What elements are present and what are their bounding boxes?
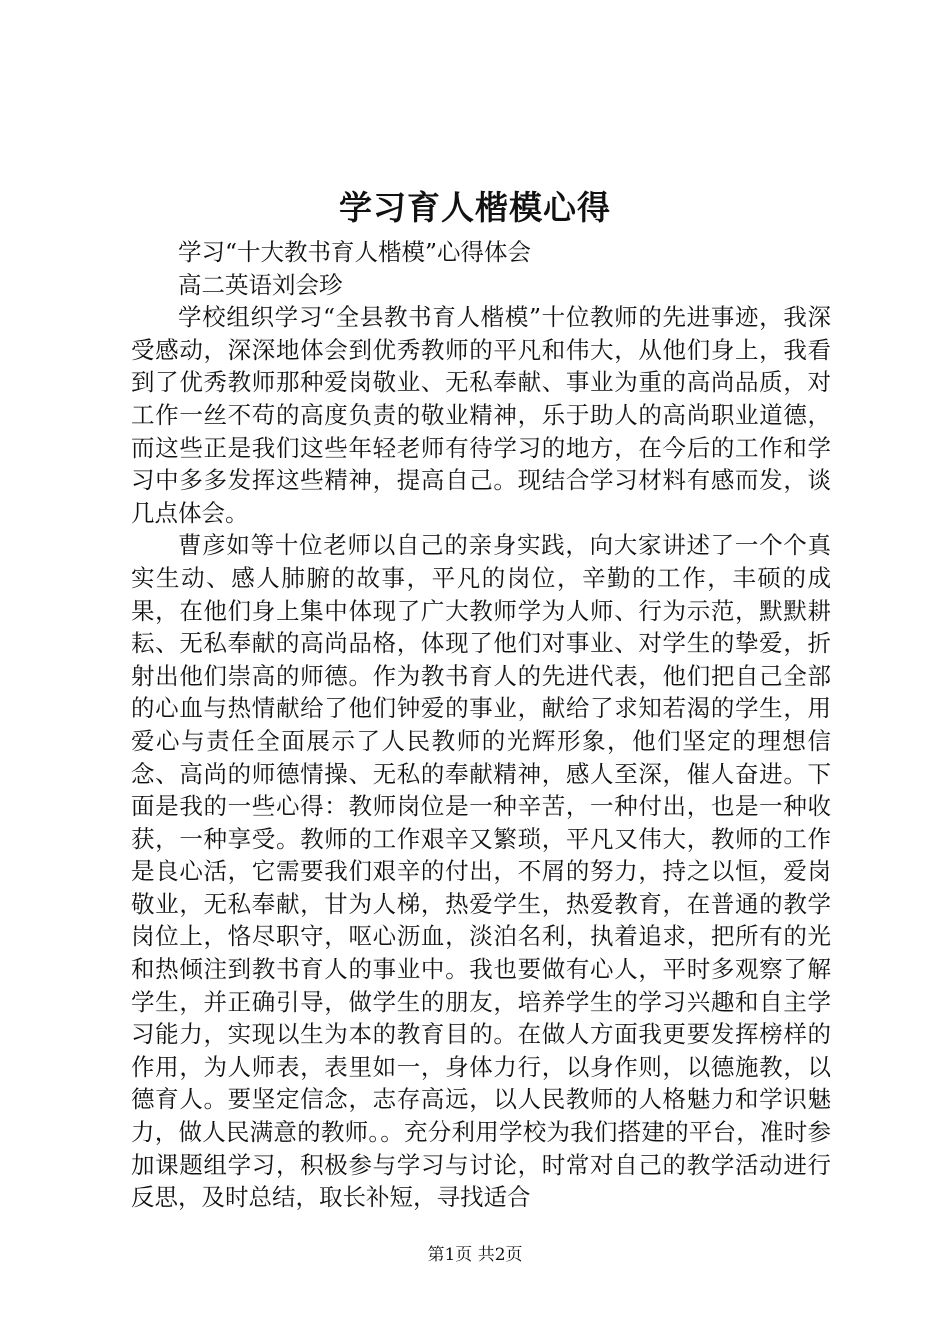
paragraph-1: 学校组织学习“全县教书育人楷模”十位教师的先进事迹，我深受感动，深深地体会到优秀教师的平凡和伟大，从他们身上，我看到了优秀教师那种爱岗敬业、无私奉献、事业为重的高尚品质，对工作一丝不苟的高度负责的敬业精神，乐于助人的高尚职业道德，而这些正是我们这些年轻老师有待学习的地方，在今后的工作和学习中多多发挥这些精神，提高自己。现结合学习材料有感而发，谈几点体会。 xyxy=(131,303,831,527)
author-line: 高二英语刘会珍 xyxy=(178,270,343,299)
document-body xyxy=(131,236,831,1214)
subtitle-line: 学习“十大教书育人楷模”心得体会 xyxy=(178,238,532,266)
page-footer: 第1页 共2页 xyxy=(427,1245,523,1265)
document-title: 学习育人楷模心得 xyxy=(339,188,611,227)
paragraph-2: 曹彦如等十位老师以自己的亲身实践，向大家讲述了一个个真实生动、感人肺腑的故事，平凡的岗位，辛勤的工作，丰硕的成果，在他们身上集中体现了广大教师学为人师、行为示范，默默耕耘、无私奉献的高尚品格，体现了他们对事业、对学生的挚爱，折射出他们崇高的师德。作为教书育人的先进代表，他们把自己全部的心血与热情献给了他们钟爱的事业，献给了求知若渴的学生，用爱心与责任全面展示了人民教师的光辉形象，他们坚定的理想信念、高尚的师德情操、无私的奉献精神，感人至深，催人奋进。下面是我的一些心得：教师岗位是一种辛苦，一种付出，也是一种收获，一种享受。教师的工作艰辛又繁琐，平凡又伟大，教师的工作是良心活，它需要我们艰辛的付出，不屑的努力，持之以恒，爱岗敬业，无私奉献，甘为人梯，热爱学生，热爱教育，在普通的教学岗位上，恪尽职守，呕心沥血，淡泊名利，执着追求，把所有的光和热倾注到教书育人的事业中。我也要做有心人，平时多观察了解学生，并正确引导，做学生的朋友，培养学生的学习兴趣和自主学习能力，实现以生为本的教育目的。在做人方面我更要发挥榜样的作用，为人师表，表里如一，身体力行，以身作则，以德施教，以德育人。要坚定信念，志存高远，以人民教师的人格魅力和学识魅力，做人民满意的教师。。充分利用学校为我们搭建的平台，准时参加课题组学习，积极参与学习与讨论，时常对自己的教学活动进行反思，及时总结，取长补短，寻找适合 xyxy=(131,531,831,1212)
